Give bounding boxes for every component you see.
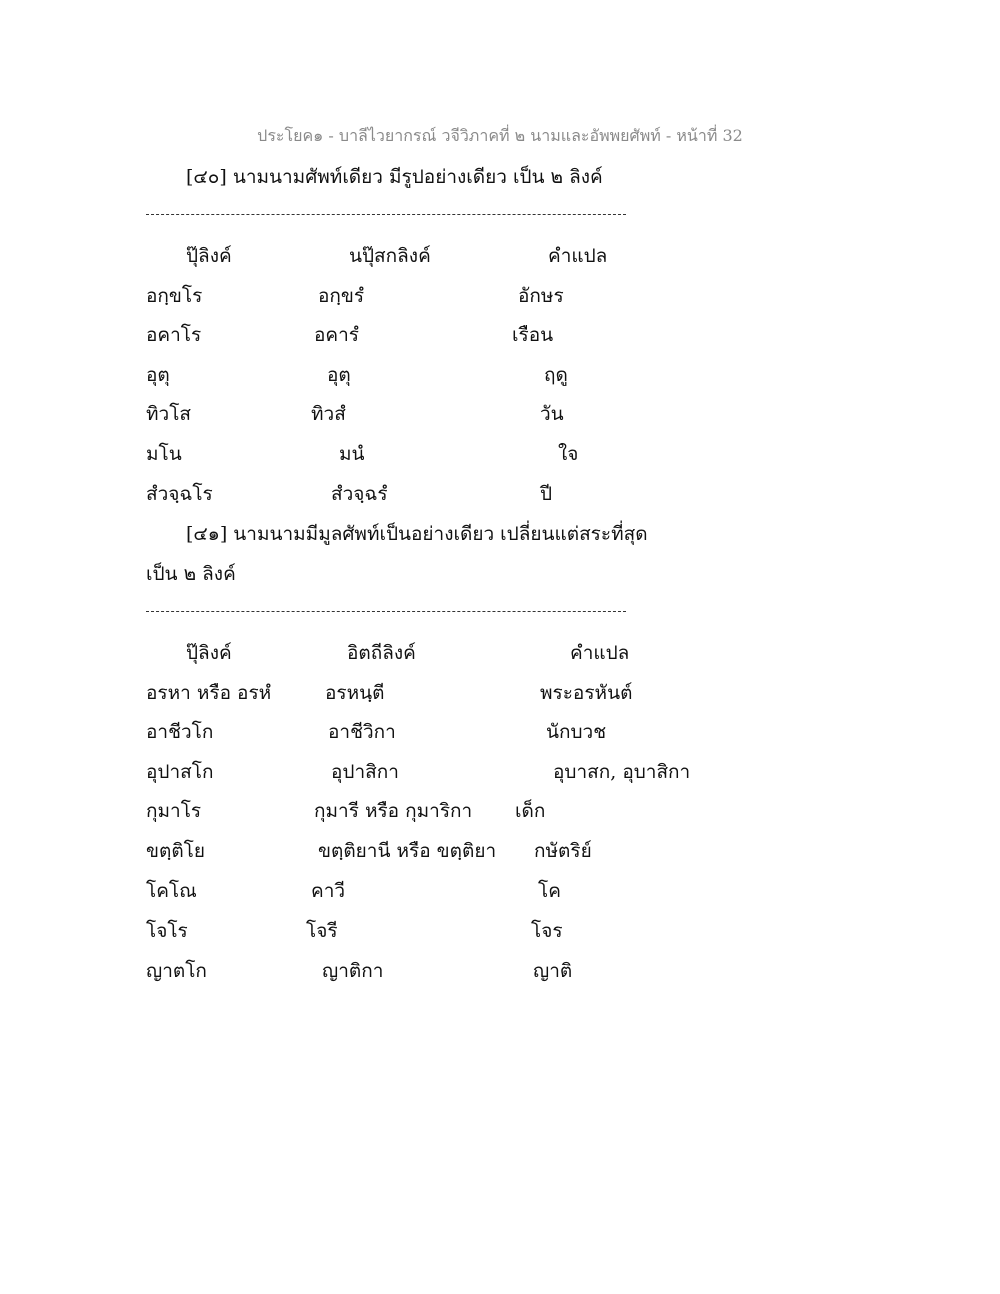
s41-row5-meaning: กษัตริย์ [534, 840, 592, 862]
s41-row2-masculine: อาชีวโก [146, 721, 214, 743]
s41-row1-feminine: อรหนฺตี [325, 682, 385, 704]
s41-row8-masculine: ญาตโก [146, 960, 207, 982]
s41-col-header-meaning: คําแปล [570, 642, 630, 664]
s41-row2-feminine: อาชีวิกา [328, 721, 396, 743]
s40-row5-meaning: ใจ [558, 443, 579, 465]
s40-row1-neuter: อกฺขรํ [318, 285, 365, 307]
s40-col-header-masculine: ปุ๊ลิงค์ [186, 245, 232, 267]
s41-col-header-feminine: อิตถีลิงค์ [347, 642, 416, 664]
section-41-heading-continued: เป็น ๒ ลิงค์ [146, 563, 236, 585]
s41-row3-feminine: อุปาสิกา [331, 761, 399, 783]
s41-row3-masculine: อุปาสโก [146, 761, 214, 783]
s41-col-header-masculine: ปุ๊ลิงค์ [186, 642, 232, 664]
s40-row4-masculine: ทิวโส [146, 403, 191, 425]
s41-row1-masculine: อรหา หรือ อรหํ [146, 682, 272, 704]
s40-row2-masculine: อคาโร [146, 324, 202, 346]
s40-row3-neuter: อุตุ [327, 364, 351, 386]
s41-row4-masculine: กุมาโร [146, 800, 202, 822]
s40-row2-neuter: อคารํ [314, 324, 359, 346]
s40-row5-masculine: มโน [146, 443, 182, 465]
s41-row7-feminine: โจรี [306, 920, 338, 942]
s40-row6-meaning: ปี [540, 483, 553, 505]
s41-row8-feminine: ญาติกา [322, 960, 384, 982]
s40-row5-neuter: มนํ [339, 443, 365, 465]
s41-row5-feminine: ขตฺติยานี หรือ ขตฺติยา [318, 840, 497, 862]
section-40-divider [146, 214, 626, 215]
s40-row4-neuter: ทิวสํ [311, 403, 346, 425]
s41-row4-feminine: กุมารี หรือ กุมาริกา [314, 800, 473, 822]
s41-row6-feminine: คาวี [311, 880, 346, 902]
s41-row6-masculine: โคโณ [146, 880, 197, 902]
s41-row6-meaning: โค [538, 880, 561, 902]
s40-row1-masculine: อกฺขโร [146, 285, 203, 307]
s41-row2-meaning: นักบวช [546, 721, 607, 743]
s41-row4-meaning: เด็ก [515, 800, 546, 822]
s41-row3-meaning: อุบาสก, อุบาสิกา [553, 761, 691, 783]
s41-row8-meaning: ญาติ [533, 960, 573, 982]
s40-row2-meaning: เรือน [512, 324, 554, 346]
section-40-heading: [๔๐] นามนามศัพท์เดียว มีรูปอย่างเดียว เป็น ๒ ลิงค์ [186, 166, 603, 188]
s40-col-header-neuter: นปุ๊สกลิงค์ [349, 245, 431, 267]
s41-row7-meaning: โจร [531, 920, 563, 942]
s40-row6-masculine: สํวจฺฉโร [146, 483, 213, 505]
s41-row1-meaning: พระอรหันต์ [540, 682, 633, 704]
s40-row3-meaning: ฤดู [544, 364, 568, 386]
s41-row5-masculine: ขตฺติโย [146, 840, 206, 862]
section-41-divider [146, 611, 626, 612]
s41-row7-masculine: โจโร [146, 920, 188, 942]
s40-col-header-meaning: คําแปล [548, 245, 608, 267]
s40-row4-meaning: วัน [540, 403, 564, 425]
s40-row6-neuter: สํวจฺฉรํ [331, 483, 388, 505]
page-header: ประโยค๑ - บาลีไวยากรณ์ วจีวิภาคที่ ๒ นามและอัพพยศัพท์ - หน้าที่ 32 [257, 126, 743, 145]
s40-row3-masculine: อุตุ [146, 364, 170, 386]
section-41-heading: [๔๑] นามนามมีมูลศัพท์เป็นอย่างเดียว เปลี่ยนแต่สระที่สุด [186, 523, 648, 545]
s40-row1-meaning: อักษร [518, 285, 564, 307]
